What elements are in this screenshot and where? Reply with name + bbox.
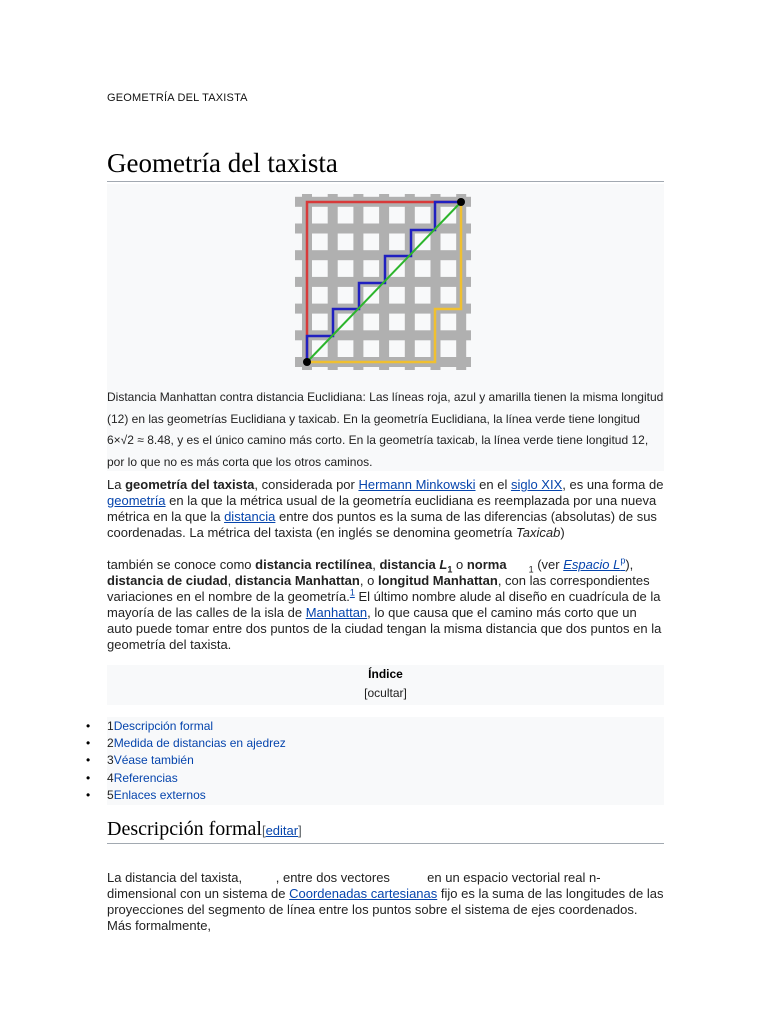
- text: Espacio L: [563, 557, 621, 572]
- figure-box: [107, 184, 664, 471]
- toc-item[interactable]: [86, 735, 286, 752]
- text: en el: [475, 477, 511, 492]
- bold-term: distancia de ciudad: [107, 573, 228, 588]
- intro-paragraph: [107, 477, 664, 541]
- edit-section: [262, 823, 302, 838]
- section-title: Descripción formal: [107, 818, 262, 840]
- bold-term: geometría del taxista: [125, 477, 255, 492]
- names-paragraph: [107, 557, 664, 653]
- link-geometria[interactable]: geometría: [107, 493, 166, 508]
- link-siglo-xix[interactable]: siglo XIX: [510, 477, 563, 492]
- subscript: 1: [528, 564, 534, 575]
- bold-term: longitud Manhattan: [377, 573, 498, 588]
- figure-caption: [107, 387, 664, 473]
- toc-item[interactable]: [86, 787, 286, 804]
- caption-line: 6×√2 ≈ 8.48, y es el único camino más corto. En la geometría taxicab, la línea verde tiene longitud 12,: [107, 433, 649, 447]
- caption-line: por lo que no es más corta que los otros caminos.: [107, 454, 373, 469]
- bold-term: distancia rectilínea: [255, 557, 373, 572]
- bullet-icon: •: [86, 736, 91, 751]
- italic-term: Taxicab: [516, 525, 561, 540]
- reference-link[interactable]: 1: [349, 587, 355, 598]
- toc-link[interactable]: Referencias: [113, 770, 178, 785]
- text: La distancia del taxista,: [107, 870, 246, 885]
- start-point: [303, 358, 311, 366]
- edit-link[interactable]: editar: [265, 823, 299, 838]
- link-hermann-minkowski[interactable]: Hermann Minkowski: [358, 477, 476, 492]
- caption-line: (12) en las geometrías Euclidiana y taxicab. En la geometría Euclidiana, la línea verde tiene longitud: [107, 411, 640, 426]
- text: o: [452, 557, 467, 572]
- caption-line: Distancia Manhattan contra distancia Euclidiana: Las líneas roja, azul y amarilla tienen la misma longitud: [107, 390, 664, 404]
- text: (ver: [533, 557, 564, 572]
- link-espacio-lp[interactable]: [563, 557, 625, 572]
- section-heading-descripcion-formal: [107, 818, 664, 844]
- text: , o: [359, 573, 378, 588]
- bracket: [: [261, 823, 266, 838]
- bold-term: [379, 557, 453, 575]
- street-horizontal: [295, 224, 471, 234]
- toc-link[interactable]: Medida de distancias en ajedrez: [113, 736, 286, 751]
- text: en un espacio vectorial real n-dimensional con un sistema de: [107, 870, 601, 901]
- taxicab-grid-figure: [293, 192, 473, 372]
- superscript: p: [620, 555, 626, 566]
- page-title: Geometría del taxista: [107, 148, 664, 182]
- street-vertical: [405, 194, 415, 370]
- toc-toggle-button[interactable]: [ocultar]: [364, 686, 407, 700]
- street-horizontal: [295, 250, 471, 260]
- toc-number: 5: [107, 787, 114, 802]
- text: , entre dos vectores: [275, 870, 394, 885]
- text: , es una forma de: [562, 477, 664, 492]
- text: entre dos puntos es la suma de las diferencias (absolutas) de sus coordenadas. La métrica del taxista (en inglés se denomina geometría: [107, 509, 657, 540]
- toc-title: Índice: [368, 667, 403, 681]
- document-header: GEOMETRÍA DEL TAXISTA: [107, 92, 248, 104]
- text: , con las correspondientes variaciones en el nombre de la geometría.: [107, 573, 650, 604]
- bullet-icon: •: [86, 719, 91, 733]
- text: ),: [625, 557, 634, 572]
- text: ): [560, 525, 565, 540]
- toc-number: 1: [107, 719, 114, 733]
- subscript: 1: [447, 564, 453, 575]
- text: ,: [372, 557, 380, 572]
- toc-number: 4: [107, 770, 114, 785]
- bullet-icon: •: [86, 753, 91, 768]
- toc-link[interactable]: Véase también: [113, 753, 194, 768]
- link-manhattan[interactable]: Manhattan: [305, 605, 368, 620]
- link-coordenadas-cartesianas[interactable]: Coordenadas cartesianas: [289, 886, 438, 901]
- italic-term: L: [439, 557, 448, 572]
- end-point: [457, 198, 465, 206]
- toc-link[interactable]: Enlaces externos: [113, 787, 206, 802]
- text: , lo que causa que el camino más corto que un auto puede tomar entre dos puntos de la ciudad tengan la misma distancia que dos puntos en la geometría del taxista.: [107, 605, 662, 652]
- text: distancia: [379, 557, 440, 572]
- toc-link[interactable]: Descripción formal: [113, 719, 214, 733]
- text: fijo es la suma de las longitudes de las proyecciones del segmento de línea entre los puntos sobre el sistema de ejes coordenados. Más formalmente,: [107, 886, 664, 933]
- toc-number: 2: [107, 736, 114, 751]
- toc-item[interactable]: [86, 770, 286, 787]
- text: en la que la métrica usual de la geometría euclidiana es reemplazada por una nueva métrica en la que la: [107, 493, 657, 524]
- bullet-icon: •: [86, 770, 91, 785]
- bracket: ]: [298, 823, 302, 838]
- text: ,: [227, 573, 235, 588]
- toc-item[interactable]: [86, 752, 286, 769]
- bullet-icon: •: [86, 787, 91, 802]
- table-of-contents-header: [107, 665, 664, 705]
- text: La: [107, 477, 126, 492]
- text: , considerada por: [254, 477, 359, 492]
- text: también se conoce como: [107, 557, 256, 572]
- toc-number: 3: [107, 753, 114, 768]
- bold-term: distancia Manhattan: [234, 573, 360, 588]
- bold-term: norma: [466, 557, 507, 572]
- toc-item[interactable]: [86, 718, 286, 735]
- formal-paragraph: [107, 870, 664, 934]
- link-distancia[interactable]: distancia: [224, 509, 276, 524]
- toc-list: [86, 718, 286, 804]
- text: El último nombre alude al diseño en cuadrícula de la mayoría de las calles de la isla de: [107, 589, 661, 620]
